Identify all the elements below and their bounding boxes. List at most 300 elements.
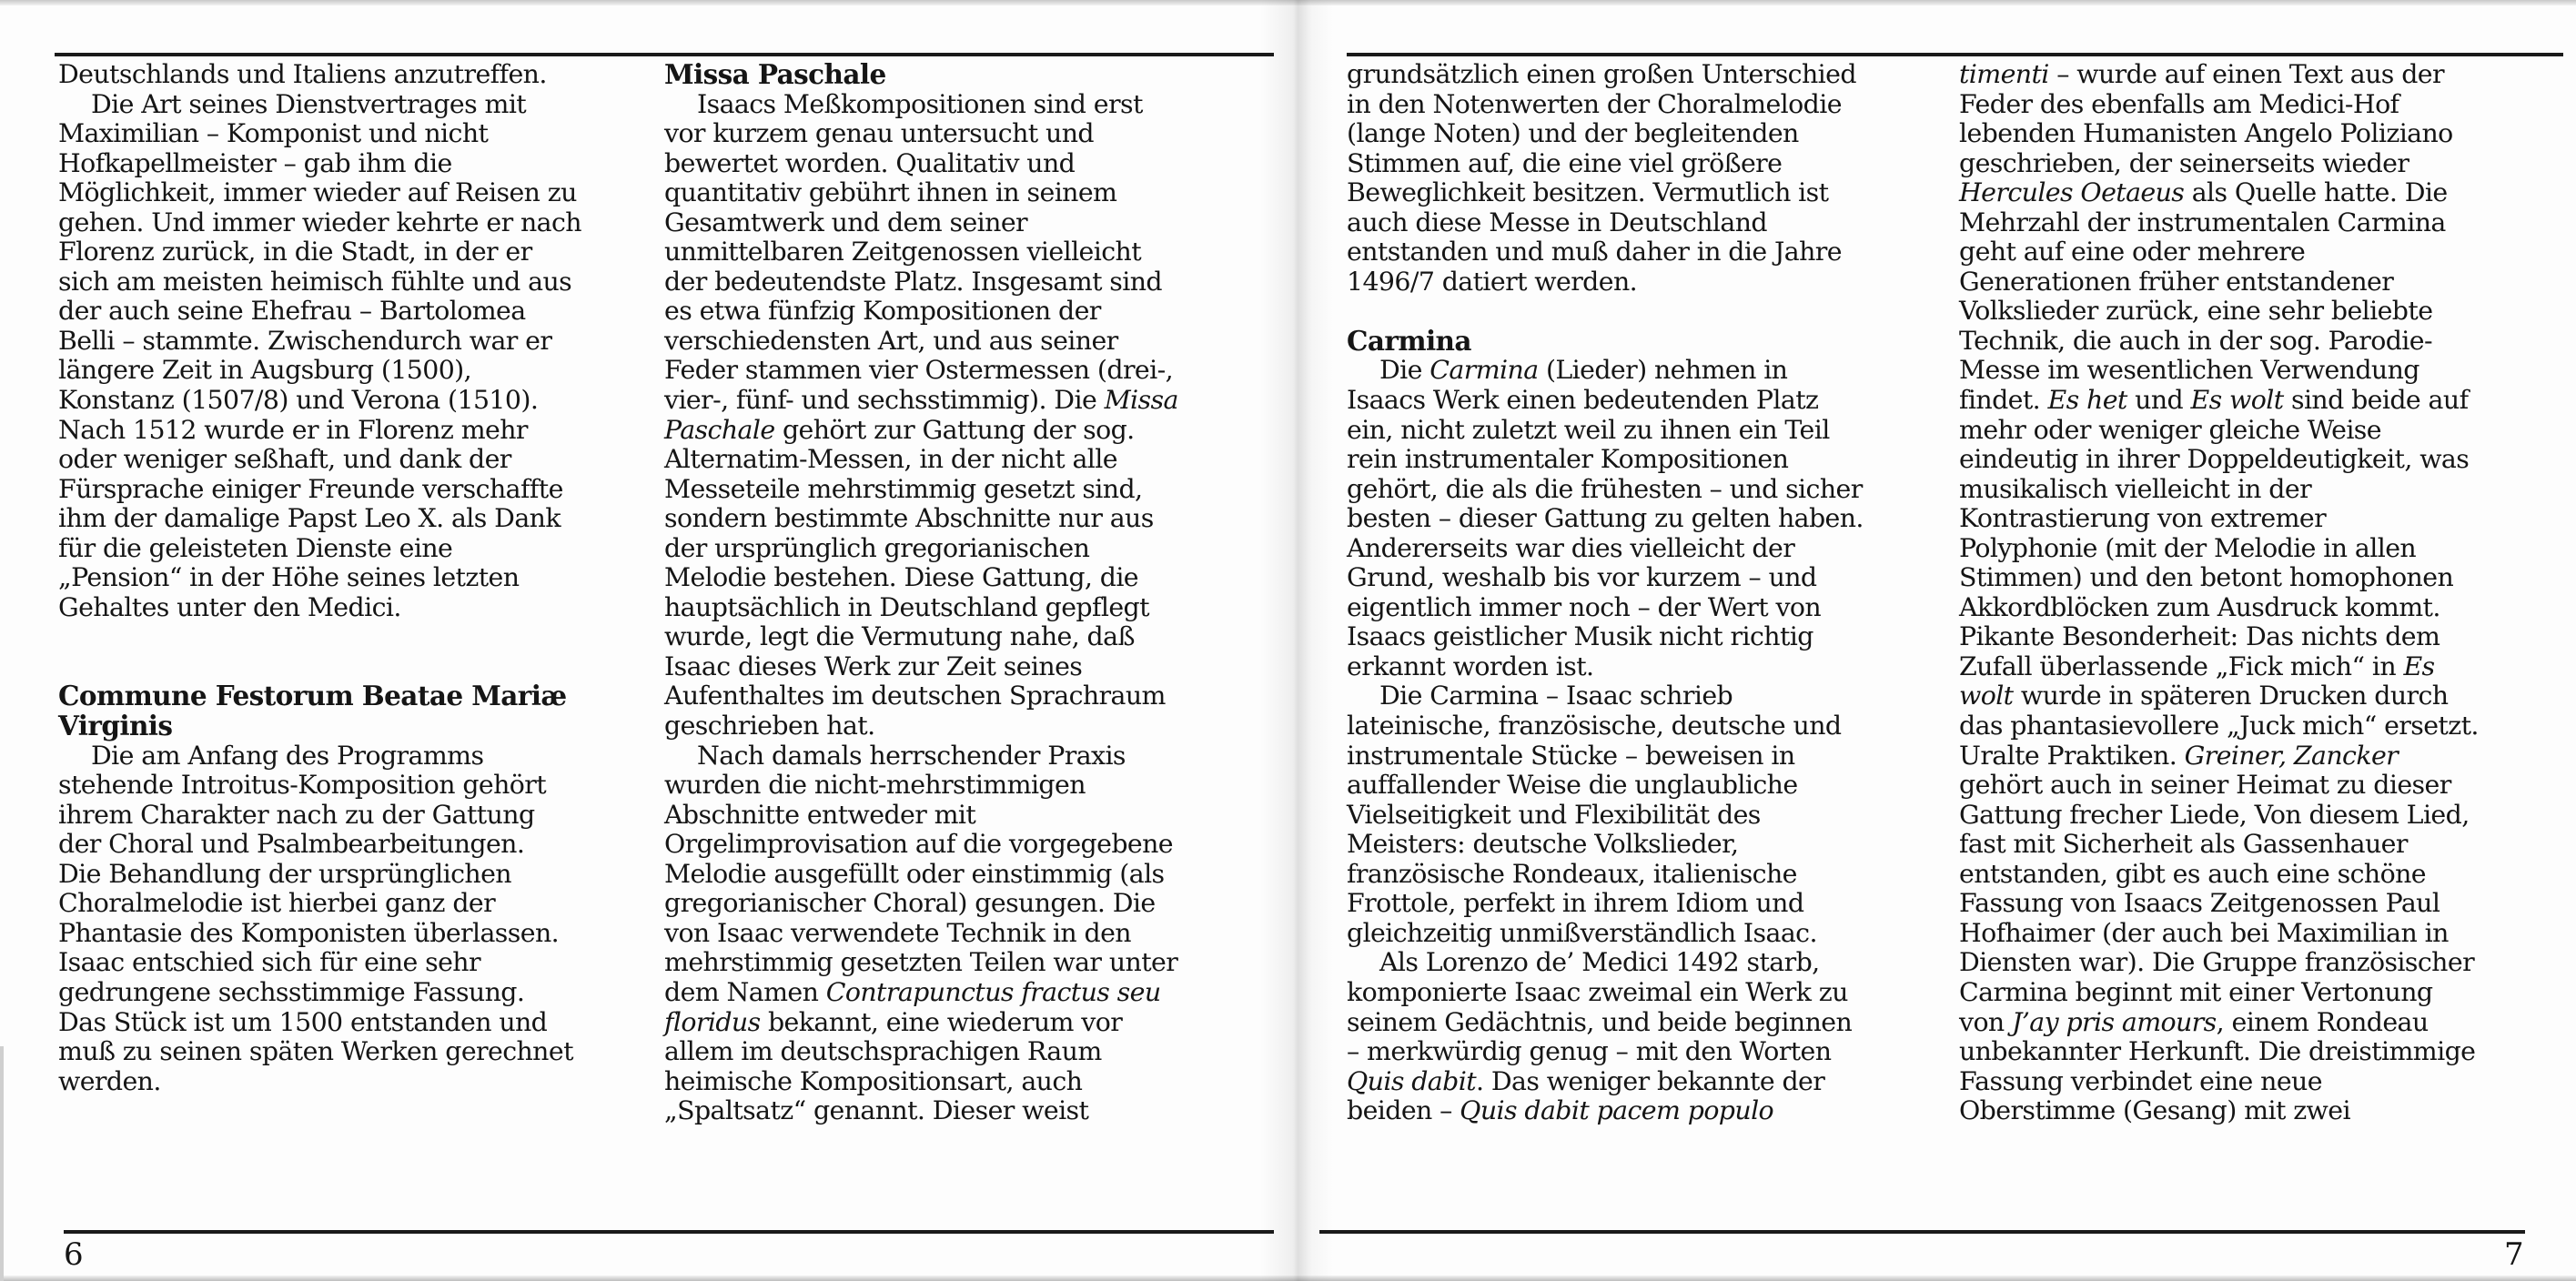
text-run: Hofhaimer (der auch bei Maximilian in	[1959, 917, 2449, 948]
section-heading: Missa Paschale	[664, 58, 886, 90]
text-line	[1959, 386, 2541, 416]
text-run: bewertet worden. Qualitativ und	[664, 147, 1076, 178]
text-line	[1347, 445, 1929, 475]
text-line	[1959, 208, 2541, 238]
text-line	[58, 1008, 641, 1038]
text-run: wurden die nicht-mehrstimmigen	[664, 770, 1086, 801]
text-run: verschiedensten Art, und aus seiner	[664, 325, 1118, 356]
text-line	[1347, 681, 1929, 711]
text-run: Stimmen auf, die eine viel größere	[1347, 147, 1783, 178]
text-line	[1347, 267, 1929, 298]
text-run: (Lieder) nehmen in	[1538, 355, 1788, 386]
text-line	[58, 771, 641, 801]
text-line	[664, 860, 1247, 890]
text-line	[1347, 237, 1929, 267]
text-line	[1959, 1008, 2541, 1038]
text-line	[1347, 504, 1929, 534]
text-run: Deutschlands und Italiens anzutreffen.	[58, 59, 547, 89]
text-line	[1347, 149, 1929, 179]
text-line	[1347, 1037, 1929, 1067]
text-line	[58, 978, 641, 1008]
column-4	[1959, 60, 2541, 1126]
italic-title: Contrapunctus fractus seu	[825, 976, 1161, 1007]
text-line	[1959, 563, 2541, 593]
text-run: „Spaltsatz“ genannt. Dieser weist	[664, 1095, 1089, 1126]
text-line	[1959, 297, 2541, 327]
text-line	[1347, 1008, 1929, 1038]
italic-title: Es het	[2047, 385, 2127, 416]
text-line	[58, 90, 641, 120]
text-run: Melodie bestehen. Diese Gattung, die	[664, 562, 1139, 593]
italic-title: Missa	[1104, 385, 1178, 416]
text-run: der ursprünglich gregorianischen	[664, 532, 1090, 563]
text-line	[664, 504, 1247, 534]
text-run: auch diese Messe in Deutschland	[1347, 207, 1767, 237]
italic-title: J’ay pris amours	[2012, 1006, 2217, 1037]
text-run: grundsätzlich einen großen Unterschied	[1347, 59, 1856, 89]
text-run: in den Notenwerten der Choralmelodie	[1347, 88, 1842, 119]
text-run: unmittelbaren Zeitgenossen vielleicht	[664, 237, 1142, 267]
text-run: rein instrumentaler Kompositionen	[1347, 444, 1789, 475]
text-run: Isaac entschied sich für eine sehr	[58, 947, 480, 978]
text-run: besten – dieser Gattung zu gelten haben.	[1347, 503, 1864, 534]
text-run: Konstanz (1507/8) und Verona (1510).	[58, 385, 539, 416]
text-run: gehört zur Gattung der sog.	[774, 414, 1135, 445]
text-run: Carmina beginnt mit einer Vertonung	[1959, 976, 2433, 1007]
text-line	[1959, 652, 2541, 682]
text-line	[1347, 416, 1929, 446]
text-run: französische Rondeaux, italienische	[1347, 858, 1797, 889]
text-run: Abschnitte entweder mit	[664, 799, 976, 830]
text-run: quantitativ gebührt ihnen in seinem	[664, 177, 1117, 208]
paragraph-spacer	[58, 622, 641, 652]
text-line	[1347, 830, 1929, 860]
text-run: 1496/7 datiert werden.	[1347, 266, 1638, 297]
text-line	[58, 178, 641, 208]
text-run: Alternatim-Messen, in der nicht alle	[664, 444, 1117, 475]
text-run: Diensten war). Die Gruppe französischer	[1959, 947, 2475, 978]
text-line	[664, 445, 1247, 475]
text-line	[1959, 711, 2541, 741]
text-line	[1347, 919, 1929, 949]
paragraph	[1347, 60, 1929, 297]
text-run: gedrungene sechsstimmige Fassung.	[58, 976, 525, 1007]
text-run: ihrem Charakter nach zu der Gattung	[58, 799, 535, 830]
text-run: der Choral und Psalmbearbeitungen.	[58, 829, 525, 860]
text-run: geschrieben, der seinerseits wieder	[1959, 147, 2409, 178]
section-heading: Virginis	[58, 710, 173, 742]
text-line	[1347, 90, 1929, 120]
text-run: Phantasie des Komponisten überlassen.	[58, 917, 560, 948]
text-run: vor kurzem genau untersucht und	[664, 118, 1094, 149]
text-run: entstanden, gibt es auch eine schöne	[1959, 858, 2426, 889]
text-run: vier-, fünf- und sechsstimmig). Die	[664, 385, 1105, 416]
text-run: Die Carmina – Isaac schrieb	[1379, 681, 1733, 711]
text-run: Mehrzahl der instrumentalen Carmina	[1959, 207, 2446, 237]
text-run: Beweglichkeit besitzen. Vermutlich ist	[1347, 177, 1829, 208]
column-2	[664, 60, 1247, 1126]
text-run: musikalisch vielleicht in der	[1959, 473, 2312, 504]
italic-title: timenti	[1959, 59, 2049, 89]
text-run: mehrstimmig gesetzten Teilen war unter	[664, 947, 1178, 978]
text-line	[1347, 534, 1929, 564]
text-line	[664, 208, 1247, 238]
text-line	[1959, 327, 2541, 357]
text-run: Hofkapellmeister – gab ihm die	[58, 147, 452, 178]
text-run: wurde in späteren Drucken durch	[2013, 681, 2449, 711]
text-line	[1959, 475, 2541, 505]
text-run: Gesamtwerk und dem seiner	[664, 207, 1028, 237]
text-run: Nach 1512 wurde er in Florenz mehr	[58, 414, 528, 445]
text-line	[1959, 919, 2541, 949]
text-line	[664, 1008, 1247, 1038]
italic-title: wolt	[1959, 681, 2014, 711]
page-right	[1310, 0, 2576, 1281]
text-line	[664, 356, 1247, 386]
section-heading: Carmina	[1347, 324, 1471, 357]
text-line	[1959, 978, 2541, 1008]
text-run: Möglichkeit, immer wieder auf Reisen zu	[58, 177, 577, 208]
text-line	[664, 801, 1247, 831]
text-line	[664, 919, 1247, 949]
text-run: der bedeutendste Platz. Insgesamt sind	[664, 266, 1163, 297]
text-line	[664, 149, 1247, 179]
text-run: das phantasievollere „Juck mich“ ersetzt.	[1959, 711, 2479, 741]
text-run: Orgelimprovisation auf die vorgegebene	[664, 829, 1173, 860]
text-run: als Quelle hatte. Die	[2184, 177, 2448, 208]
text-line	[1959, 504, 2541, 534]
text-run: Pikante Besonderheit: Das nichts dem	[1959, 621, 2440, 652]
text-line	[1959, 1037, 2541, 1067]
text-run: heimische Kompositionsart, auch	[664, 1065, 1083, 1096]
text-run: fast mit Sicherheit als Gassenhauer	[1959, 829, 2408, 860]
text-line	[1959, 237, 2541, 267]
text-run: Zufall überlassende „Fick mich“ in	[1959, 651, 2404, 681]
text-line	[1347, 356, 1929, 386]
italic-title: Quis dabit pacem populo	[1460, 1095, 1774, 1126]
text-line	[58, 119, 641, 149]
italic-title: Hercules Oetaeus	[1959, 177, 2185, 208]
text-line	[664, 681, 1247, 711]
text-line	[58, 60, 641, 90]
text-run: seinem Gedächtnis, und beide beginnen	[1347, 1006, 1853, 1037]
paragraph	[664, 90, 1247, 741]
text-line	[1347, 948, 1929, 978]
italic-title: Greiner, Zancker	[2184, 740, 2399, 771]
text-run: – merkwürdig genug – mit den Worten	[1347, 1036, 1832, 1067]
paragraph	[58, 90, 641, 623]
text-line	[58, 356, 641, 386]
text-line	[58, 889, 641, 919]
text-line	[1347, 1067, 1929, 1097]
text-run: „Pension“ in der Höhe seines letzten	[58, 562, 520, 593]
text-line	[664, 771, 1247, 801]
text-run: Polyphonie (mit der Melodie in allen	[1959, 532, 2417, 563]
text-run: instrumentale Stücke – beweisen in	[1347, 740, 1795, 771]
text-line	[1347, 860, 1929, 890]
text-run: ihm der damalige Papst Leo X. als Dank	[58, 503, 561, 534]
text-line	[1347, 801, 1929, 831]
text-run: – wurde auf einen Text aus der	[2048, 59, 2444, 89]
top-rule	[1347, 53, 2563, 56]
column-3	[1347, 60, 1929, 1126]
bottom-rule	[64, 1230, 1274, 1234]
text-line	[1347, 60, 1929, 90]
text-run: geschrieben hat.	[664, 711, 875, 741]
text-line	[1959, 90, 2541, 120]
text-line	[1959, 801, 2541, 831]
text-line	[664, 1096, 1247, 1126]
text-line	[1959, 119, 2541, 149]
text-line	[1959, 267, 2541, 298]
text-run: Andererseits war dies vielleicht der	[1347, 532, 1795, 563]
text-run: Isaacs Meßkompositionen sind erst	[697, 88, 1143, 119]
text-line	[1959, 830, 2541, 860]
text-run: geht auf eine oder mehrere	[1959, 237, 2306, 267]
paragraph	[664, 741, 1247, 1126]
text-run: (lange Noten) und der begleitenden	[1347, 118, 1799, 149]
text-run: sondern bestimmte Abschnitte nur aus	[664, 503, 1154, 534]
page-left	[0, 0, 1274, 1281]
text-line	[1347, 386, 1929, 416]
text-line	[58, 1037, 641, 1067]
text-run: Nach damals herrschender Praxis	[697, 740, 1126, 771]
text-line	[1959, 681, 2541, 711]
paragraph	[1959, 60, 2541, 1126]
text-line	[1959, 178, 2541, 208]
text-run: werden.	[58, 1065, 161, 1096]
text-run: beiden –	[1347, 1095, 1460, 1126]
text-line	[58, 741, 641, 772]
text-run: komponierte Isaac zweimal ein Werk zu	[1347, 976, 1848, 1007]
text-run: Als Lorenzo de’ Medici 1492 starb,	[1379, 947, 1820, 978]
italic-title: Es wolt	[2190, 385, 2284, 416]
text-run: Fürsprache einiger Freunde verschaffte	[58, 473, 563, 504]
text-line	[664, 978, 1247, 1008]
text-line	[664, 889, 1247, 919]
text-run: Oberstimme (Gesang) mit zwei	[1959, 1095, 2350, 1126]
text-run: der auch seine Ehefrau – Bartolomea	[58, 296, 526, 327]
text-run: Feder des ebenfalls am Medici-Hof	[1959, 88, 2399, 119]
text-line	[1347, 178, 1929, 208]
paragraph	[1347, 356, 1929, 681]
text-line	[1347, 771, 1929, 801]
text-line	[664, 1037, 1247, 1067]
text-line	[1959, 860, 2541, 890]
text-line	[664, 475, 1247, 505]
text-line	[58, 919, 641, 949]
text-line	[1347, 563, 1929, 593]
text-line	[58, 801, 641, 831]
text-run: unbekannter Herkunft. Die dreistimmige	[1959, 1036, 2476, 1067]
text-run: Grund, weshalb bis vor kurzem – und	[1347, 562, 1817, 593]
text-run: findet.	[1959, 385, 2048, 416]
text-line	[58, 327, 641, 357]
text-run: von	[1959, 1006, 2013, 1037]
text-line	[1959, 593, 2541, 623]
text-line	[1959, 445, 2541, 475]
text-line	[58, 860, 641, 890]
text-line	[664, 386, 1247, 416]
text-line	[58, 149, 641, 179]
text-run: für die geleisteten Dienste eine	[58, 532, 453, 563]
text-run: erkannt worden ist.	[1347, 651, 1594, 681]
text-line	[1959, 948, 2541, 978]
text-line	[58, 534, 641, 564]
text-line	[664, 534, 1247, 564]
text-line	[1959, 149, 2541, 179]
text-run: Akkordblöcken zum Ausdruck kommt.	[1959, 591, 2440, 622]
text-run: gleichzeitig unmißverständlich Isaac.	[1347, 917, 1817, 948]
text-run: Isaac dieses Werk zur Zeit seines	[664, 651, 1083, 681]
text-run: Fassung von Isaacs Zeitgenossen Paul	[1959, 888, 2440, 919]
text-run: mehr oder weniger gleiche Weise	[1959, 414, 2381, 445]
italic-title: Quis dabit	[1347, 1065, 1476, 1096]
text-run: Gehaltes unter den Medici.	[58, 591, 401, 622]
text-run: Florenz zurück, in die Stadt, in der er	[58, 237, 532, 267]
text-line	[58, 208, 641, 238]
text-run: Messeteile mehrstimmig gesetzt sind,	[664, 473, 1143, 504]
text-line	[1959, 1067, 2541, 1097]
text-run: sind beide auf	[2283, 385, 2469, 416]
text-line	[664, 830, 1247, 860]
text-line	[58, 267, 641, 298]
text-line	[1959, 356, 2541, 386]
text-line	[664, 711, 1247, 741]
text-run: längere Zeit in Augsburg (1500),	[58, 355, 472, 386]
text-line	[1347, 119, 1929, 149]
text-run: Das Stück ist um 1500 entstanden und	[58, 1006, 548, 1037]
text-line	[1347, 711, 1929, 741]
text-run: dem Namen	[664, 976, 826, 1007]
text-run: Choralmelodie ist hierbei ganz der	[58, 888, 496, 919]
text-run: muß zu seinen späten Werken gerechnet	[58, 1036, 573, 1067]
text-run: ein, nicht zuletzt weil zu ihnen ein Teil	[1347, 414, 1830, 445]
text-run: Stimmen) und den betont homophonen	[1959, 562, 2454, 593]
section-heading: Commune Festorum Beatae Mariæ	[58, 680, 567, 712]
paragraph	[58, 741, 641, 1097]
text-line	[664, 178, 1247, 208]
text-line	[1347, 1096, 1929, 1126]
text-line	[1959, 771, 2541, 801]
text-line	[664, 267, 1247, 298]
text-run: gregorianischer Choral) gesungen. Die	[664, 888, 1156, 919]
text-line	[1347, 978, 1929, 1008]
italic-title: floridus	[664, 1006, 761, 1037]
paragraph	[1347, 948, 1929, 1125]
italic-title: Paschale	[664, 414, 775, 445]
text-run: Uralte Praktiken.	[1959, 740, 2185, 771]
text-line	[1347, 652, 1929, 682]
text-line	[664, 1067, 1247, 1097]
text-run: , einem Rondeau	[2216, 1006, 2429, 1037]
text-line	[664, 622, 1247, 652]
text-line	[1959, 741, 2541, 772]
text-run: lebenden Humanisten Angelo Poliziano	[1959, 118, 2453, 149]
text-line	[1347, 593, 1929, 623]
text-run: Die	[1379, 355, 1430, 386]
text-run: eindeutig in ihrer Doppeldeutigkeit, was	[1959, 444, 2470, 475]
bottom-rule	[1319, 1230, 2525, 1234]
text-line	[664, 563, 1247, 593]
italic-title: Es	[2403, 651, 2435, 681]
text-line	[664, 416, 1247, 446]
text-line	[1959, 416, 2541, 446]
text-line	[1347, 475, 1929, 505]
text-line	[58, 386, 641, 416]
text-run: Meisters: deutsche Volkslieder,	[1347, 829, 1739, 860]
text-run: sich am meisten heimisch fühlte und aus	[58, 266, 572, 297]
text-line	[58, 948, 641, 978]
paragraph-spacer	[1347, 297, 1929, 327]
paragraph	[1347, 681, 1929, 948]
text-run: stehende Introitus-Komposition gehört	[58, 770, 547, 801]
text-line	[664, 948, 1247, 978]
text-line	[58, 593, 641, 623]
text-run: Vielseitigkeit und Flexibilität des	[1347, 799, 1761, 830]
text-line	[664, 593, 1247, 623]
text-line	[1347, 208, 1929, 238]
text-run: Generationen früher entstandener	[1959, 266, 2394, 297]
text-line	[1959, 1096, 2541, 1126]
text-run: gehört auch in seiner Heimat zu dieser	[1959, 770, 2451, 801]
text-run: von Isaac verwendete Technik in den	[664, 917, 1131, 948]
text-line	[58, 416, 641, 446]
text-line	[1347, 622, 1929, 652]
text-run: lateinische, französische, deutsche und	[1347, 711, 1842, 741]
text-line	[58, 445, 641, 475]
text-line	[664, 119, 1247, 149]
text-line	[58, 237, 641, 267]
text-line	[664, 297, 1247, 327]
text-run: Melodie ausgefüllt oder einstimmig (als	[664, 858, 1165, 889]
text-run: Die Behandlung der ursprünglichen	[58, 858, 511, 889]
text-run: es etwa fünfzig Kompositionen der	[664, 296, 1101, 327]
text-run: Technik, die auch in der sog. Parodie-	[1959, 325, 2432, 356]
paragraph	[58, 60, 641, 90]
text-run: Volkslieder zurück, eine sehr beliebte	[1959, 296, 2433, 327]
text-run: Feder stammen vier Ostermessen (drei-,	[664, 355, 1174, 386]
paragraph-spacer	[58, 652, 641, 682]
text-run: Aufenthaltes im deutschen Sprachraum	[664, 681, 1166, 711]
text-run: allem im deutschsprachigen Raum	[664, 1036, 1102, 1067]
text-line	[58, 830, 641, 860]
text-line	[58, 297, 641, 327]
text-run: wurde, legt die Vermutung nahe, daß	[664, 621, 1135, 652]
text-line	[58, 475, 641, 505]
text-line	[1347, 889, 1929, 919]
text-run: oder weniger seßhaft, und dank der	[58, 444, 511, 475]
text-run: Kontrastierung von extremer	[1959, 503, 2327, 534]
text-line	[664, 327, 1247, 357]
text-run: Belli – stammte. Zwischendurch war er	[58, 325, 552, 356]
text-run: Messe im wesentlichen Verwendung	[1959, 355, 2419, 386]
text-run: entstanden und muß daher in die Jahre	[1347, 237, 1842, 267]
text-line	[664, 90, 1247, 120]
text-run: Gattung frecher Liede, Von diesem Lied,	[1959, 799, 2470, 830]
text-run: hauptsächlich in Deutschland gepflegt	[664, 591, 1149, 622]
text-line	[664, 237, 1247, 267]
text-run: gehen. Und immer wieder kehrte er nach	[58, 207, 581, 237]
text-run: und	[2126, 385, 2191, 416]
text-run: gehört, die als die frühesten – und sicher	[1347, 473, 1863, 504]
text-run: . Das weniger bekannte der	[1476, 1065, 1825, 1096]
text-line	[58, 1067, 641, 1097]
text-line	[58, 504, 641, 534]
text-run: bekannt, eine wiederum vor	[760, 1006, 1123, 1037]
text-run: Maximilian – Komponist und nicht	[58, 118, 489, 149]
page-number: 6	[64, 1236, 84, 1273]
